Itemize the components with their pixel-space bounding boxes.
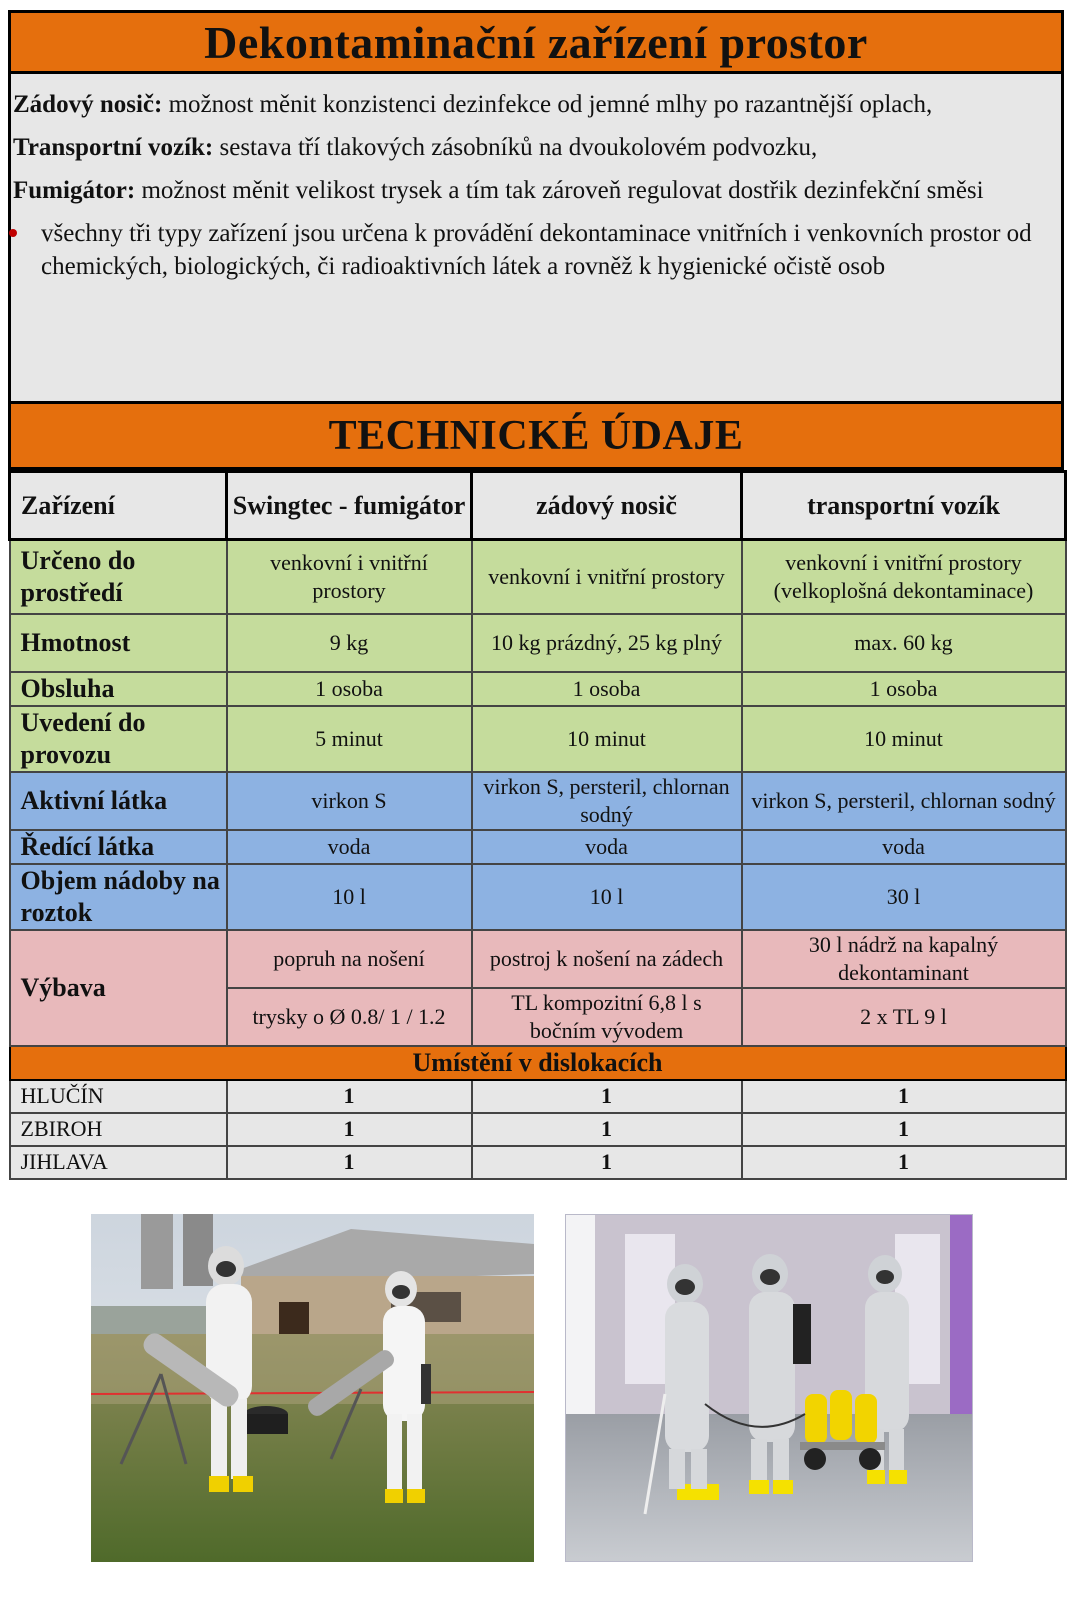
intro-item-label: Transportní vozík: xyxy=(13,134,214,161)
header-cell: transportní vozík xyxy=(742,472,1066,540)
tech-section-bar xyxy=(8,404,1064,470)
table-cell: 10 l xyxy=(227,864,472,930)
location-count: 1 xyxy=(742,1113,1066,1146)
intro-section xyxy=(8,74,1064,404)
intro-item-text: sestava tří tlakových zásobníků na dvoukolovém podvozku, xyxy=(213,134,818,161)
table-cell: venkovní i vnitřní prostory xyxy=(227,540,472,614)
page-title: Dekontaminační zařízení prostor xyxy=(204,16,868,68)
header-cell: Zařízení xyxy=(10,472,227,540)
table-cell: 10 minut xyxy=(472,706,742,772)
row-label: Určeno do prostředí xyxy=(10,540,227,614)
row-label: Hmotnost xyxy=(10,614,227,672)
table-cell: 9 kg xyxy=(227,614,472,672)
table-cell: venkovní i vnitřní prostory xyxy=(472,540,742,614)
tech-section-title: TECHNICKÉ ÚDAJE xyxy=(328,412,744,459)
location-city: JIHLAVA xyxy=(10,1146,227,1179)
location-city: HLUČÍN xyxy=(10,1080,227,1113)
location-count: 1 xyxy=(227,1146,472,1179)
table-row xyxy=(10,864,1066,930)
location-count: 1 xyxy=(472,1113,742,1146)
table-cell: 30 l nádrž na kapalný dekontaminant xyxy=(742,930,1066,988)
table-cell: TL kompozitní 6,8 l s bočním vývodem xyxy=(472,988,742,1046)
header-cell: Swingtec - fumigátor xyxy=(227,472,472,540)
photo-cart-indoor xyxy=(565,1214,973,1562)
table-cell: voda xyxy=(227,830,472,864)
intro-bullet-text: všechny tři typy zařízení jsou určena k provádění dekontaminace vnitřních i venkovních prostor od chemických, biologických, či radioaktivních látek a rovněž k hygienické očistě osob xyxy=(41,220,1032,280)
table-cell: 10 kg prázdný, 25 kg plný xyxy=(472,614,742,672)
table-cell: voda xyxy=(472,830,742,864)
header-cell: zádový nosič xyxy=(472,472,742,540)
specs-table xyxy=(8,470,1067,1180)
table-cell: 5 minut xyxy=(227,706,472,772)
table-cell: venkovní i vnitřní prostory (velkoplošná dekontaminace) xyxy=(742,540,1066,614)
table-cell: 1 osoba xyxy=(472,672,742,706)
intro-bullet xyxy=(13,217,1061,283)
photo-fumigator-outdoor xyxy=(91,1214,534,1562)
location-count: 1 xyxy=(472,1146,742,1179)
table-cell: voda xyxy=(742,830,1066,864)
row-label: Objem nádoby na roztok xyxy=(10,864,227,930)
intro-item-text: možnost měnit konzistenci dezinfekce od jemné mlhy po razantnější oplach, xyxy=(162,91,933,118)
document xyxy=(8,10,1064,1180)
table-header-row xyxy=(10,472,1066,540)
table-cell: 1 osoba xyxy=(227,672,472,706)
intro-item-text: možnost měnit velikost trysek a tím tak zároveň regulovat dostřik dezinfekční směsi xyxy=(135,177,984,204)
intro-item xyxy=(13,88,1061,121)
location-city: ZBIROH xyxy=(10,1113,227,1146)
intro-item xyxy=(13,174,1061,207)
intro-item-label: Fumigátor: xyxy=(13,177,136,204)
row-label: Ředící látka xyxy=(10,830,227,864)
title-bar xyxy=(8,10,1064,74)
location-count: 1 xyxy=(742,1080,1066,1113)
bullet-icon xyxy=(9,229,17,237)
location-row xyxy=(10,1113,1066,1146)
location-count: 1 xyxy=(472,1080,742,1113)
row-label: Obsluha xyxy=(10,672,227,706)
location-row xyxy=(10,1146,1066,1179)
table-cell: 1 osoba xyxy=(742,672,1066,706)
table-cell: 30 l xyxy=(742,864,1066,930)
intro-item-label: Zádový nosič: xyxy=(13,91,163,118)
cart-photo-illustration xyxy=(565,1214,973,1562)
table-row xyxy=(10,672,1066,706)
locations-title: Umístění v dislokacích xyxy=(10,1046,1066,1080)
table-row xyxy=(10,614,1066,672)
table-cell: trysky o Ø 0.8/ 1 / 1.2 xyxy=(227,988,472,1046)
location-count: 1 xyxy=(742,1146,1066,1179)
fumigator-photo-illustration xyxy=(91,1214,534,1562)
table-row xyxy=(10,540,1066,614)
table-row xyxy=(10,772,1066,830)
location-count: 1 xyxy=(227,1080,472,1113)
table-cell: virkon S xyxy=(227,772,472,830)
row-label: Aktivní látka xyxy=(10,772,227,830)
table-cell: 10 l xyxy=(472,864,742,930)
table-cell: virkon S, persteril, chlornan sodný xyxy=(472,772,742,830)
location-count: 1 xyxy=(227,1113,472,1146)
table-cell: postroj k nošení na zádech xyxy=(472,930,742,988)
table-row xyxy=(10,830,1066,864)
table-cell: virkon S, persteril, chlornan sodný xyxy=(742,772,1066,830)
location-row xyxy=(10,1080,1066,1113)
table-row xyxy=(10,706,1066,772)
table-cell: popruh na nošení xyxy=(227,930,472,988)
table-cell: 10 minut xyxy=(742,706,1066,772)
intro-item xyxy=(13,131,1061,164)
locations-title-row xyxy=(10,1046,1066,1080)
table-cell: max. 60 kg xyxy=(742,614,1066,672)
table-row xyxy=(10,930,1066,988)
row-label: Výbava xyxy=(10,930,227,1046)
row-label: Uvedení do provozu xyxy=(10,706,227,772)
table-cell: 2 x TL 9 l xyxy=(742,988,1066,1046)
